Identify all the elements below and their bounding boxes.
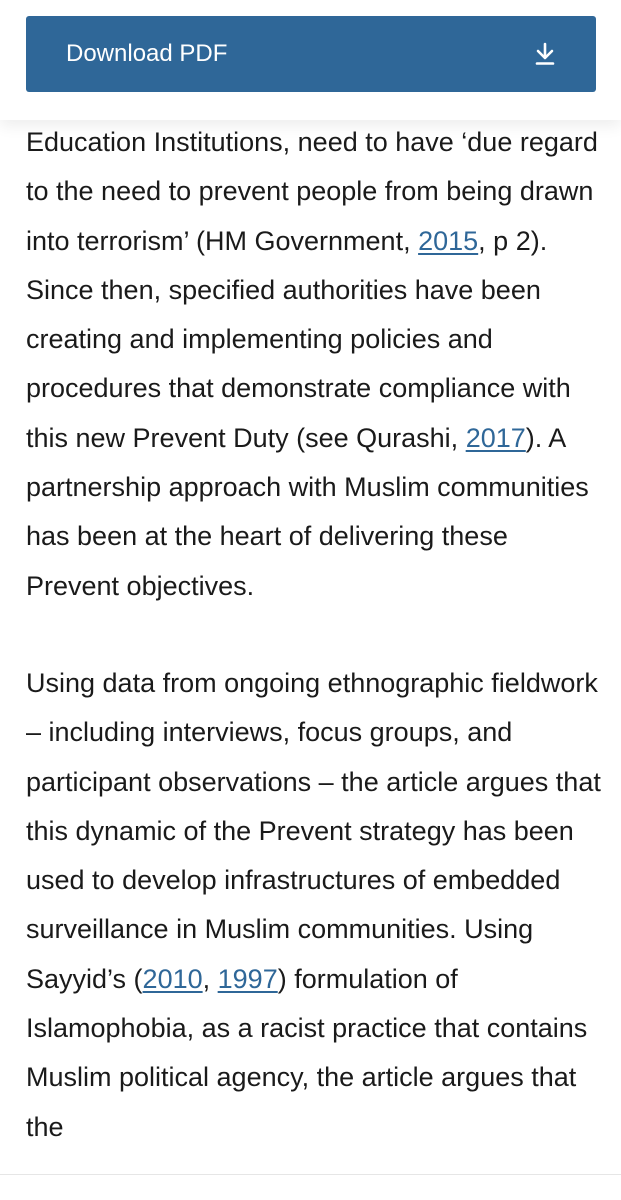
- download-pdf-button[interactable]: [26, 16, 596, 92]
- paragraph-text: Using data from ongoing ethnographic fieldwork – including interviews, focus groups, and participant observations – the article argues that this dynamic of the Prevent strategy has been used to develop infrastructures of embedded surveillance in Muslim communities. Using Sayyid’s (: [26, 667, 601, 994]
- paragraph-text: , p 2). Since then, specified authorities have been creating and implementing policies and procedures that demonstrate compliance with this new Prevent Duty (see Qurashi,: [26, 225, 571, 453]
- paragraph-text: ) formulation of Islamophobia, as a racist practice that contains Muslim political agency, the article argues that the: [26, 963, 588, 1142]
- top-toolbar: [0, 0, 621, 120]
- paragraph-text: Education Institutions, need to have ‘due regard to the need to prevent people from being drawn into terrorism’ (HM Government,: [26, 127, 598, 256]
- download-pdf-label: Download PDF: [66, 40, 228, 67]
- download-arrow-icon: [534, 42, 556, 66]
- citation-link-2010[interactable]: 2010: [142, 963, 203, 994]
- article-paragraph: [26, 118, 601, 611]
- article-body: [26, 118, 601, 1152]
- citation-link-1997[interactable]: 1997: [217, 963, 278, 994]
- citation-link-2017[interactable]: 2017: [465, 422, 526, 453]
- article-paragraph: [26, 659, 601, 1152]
- bottom-fade-overlay: [0, 1174, 621, 1200]
- citation-separator: ,: [202, 963, 218, 994]
- citation-link-2015[interactable]: 2015: [418, 225, 479, 256]
- paragraph-text: ). A partnership approach with Muslim communities has been at the heart of delivering these Prevent objectives.: [26, 422, 589, 601]
